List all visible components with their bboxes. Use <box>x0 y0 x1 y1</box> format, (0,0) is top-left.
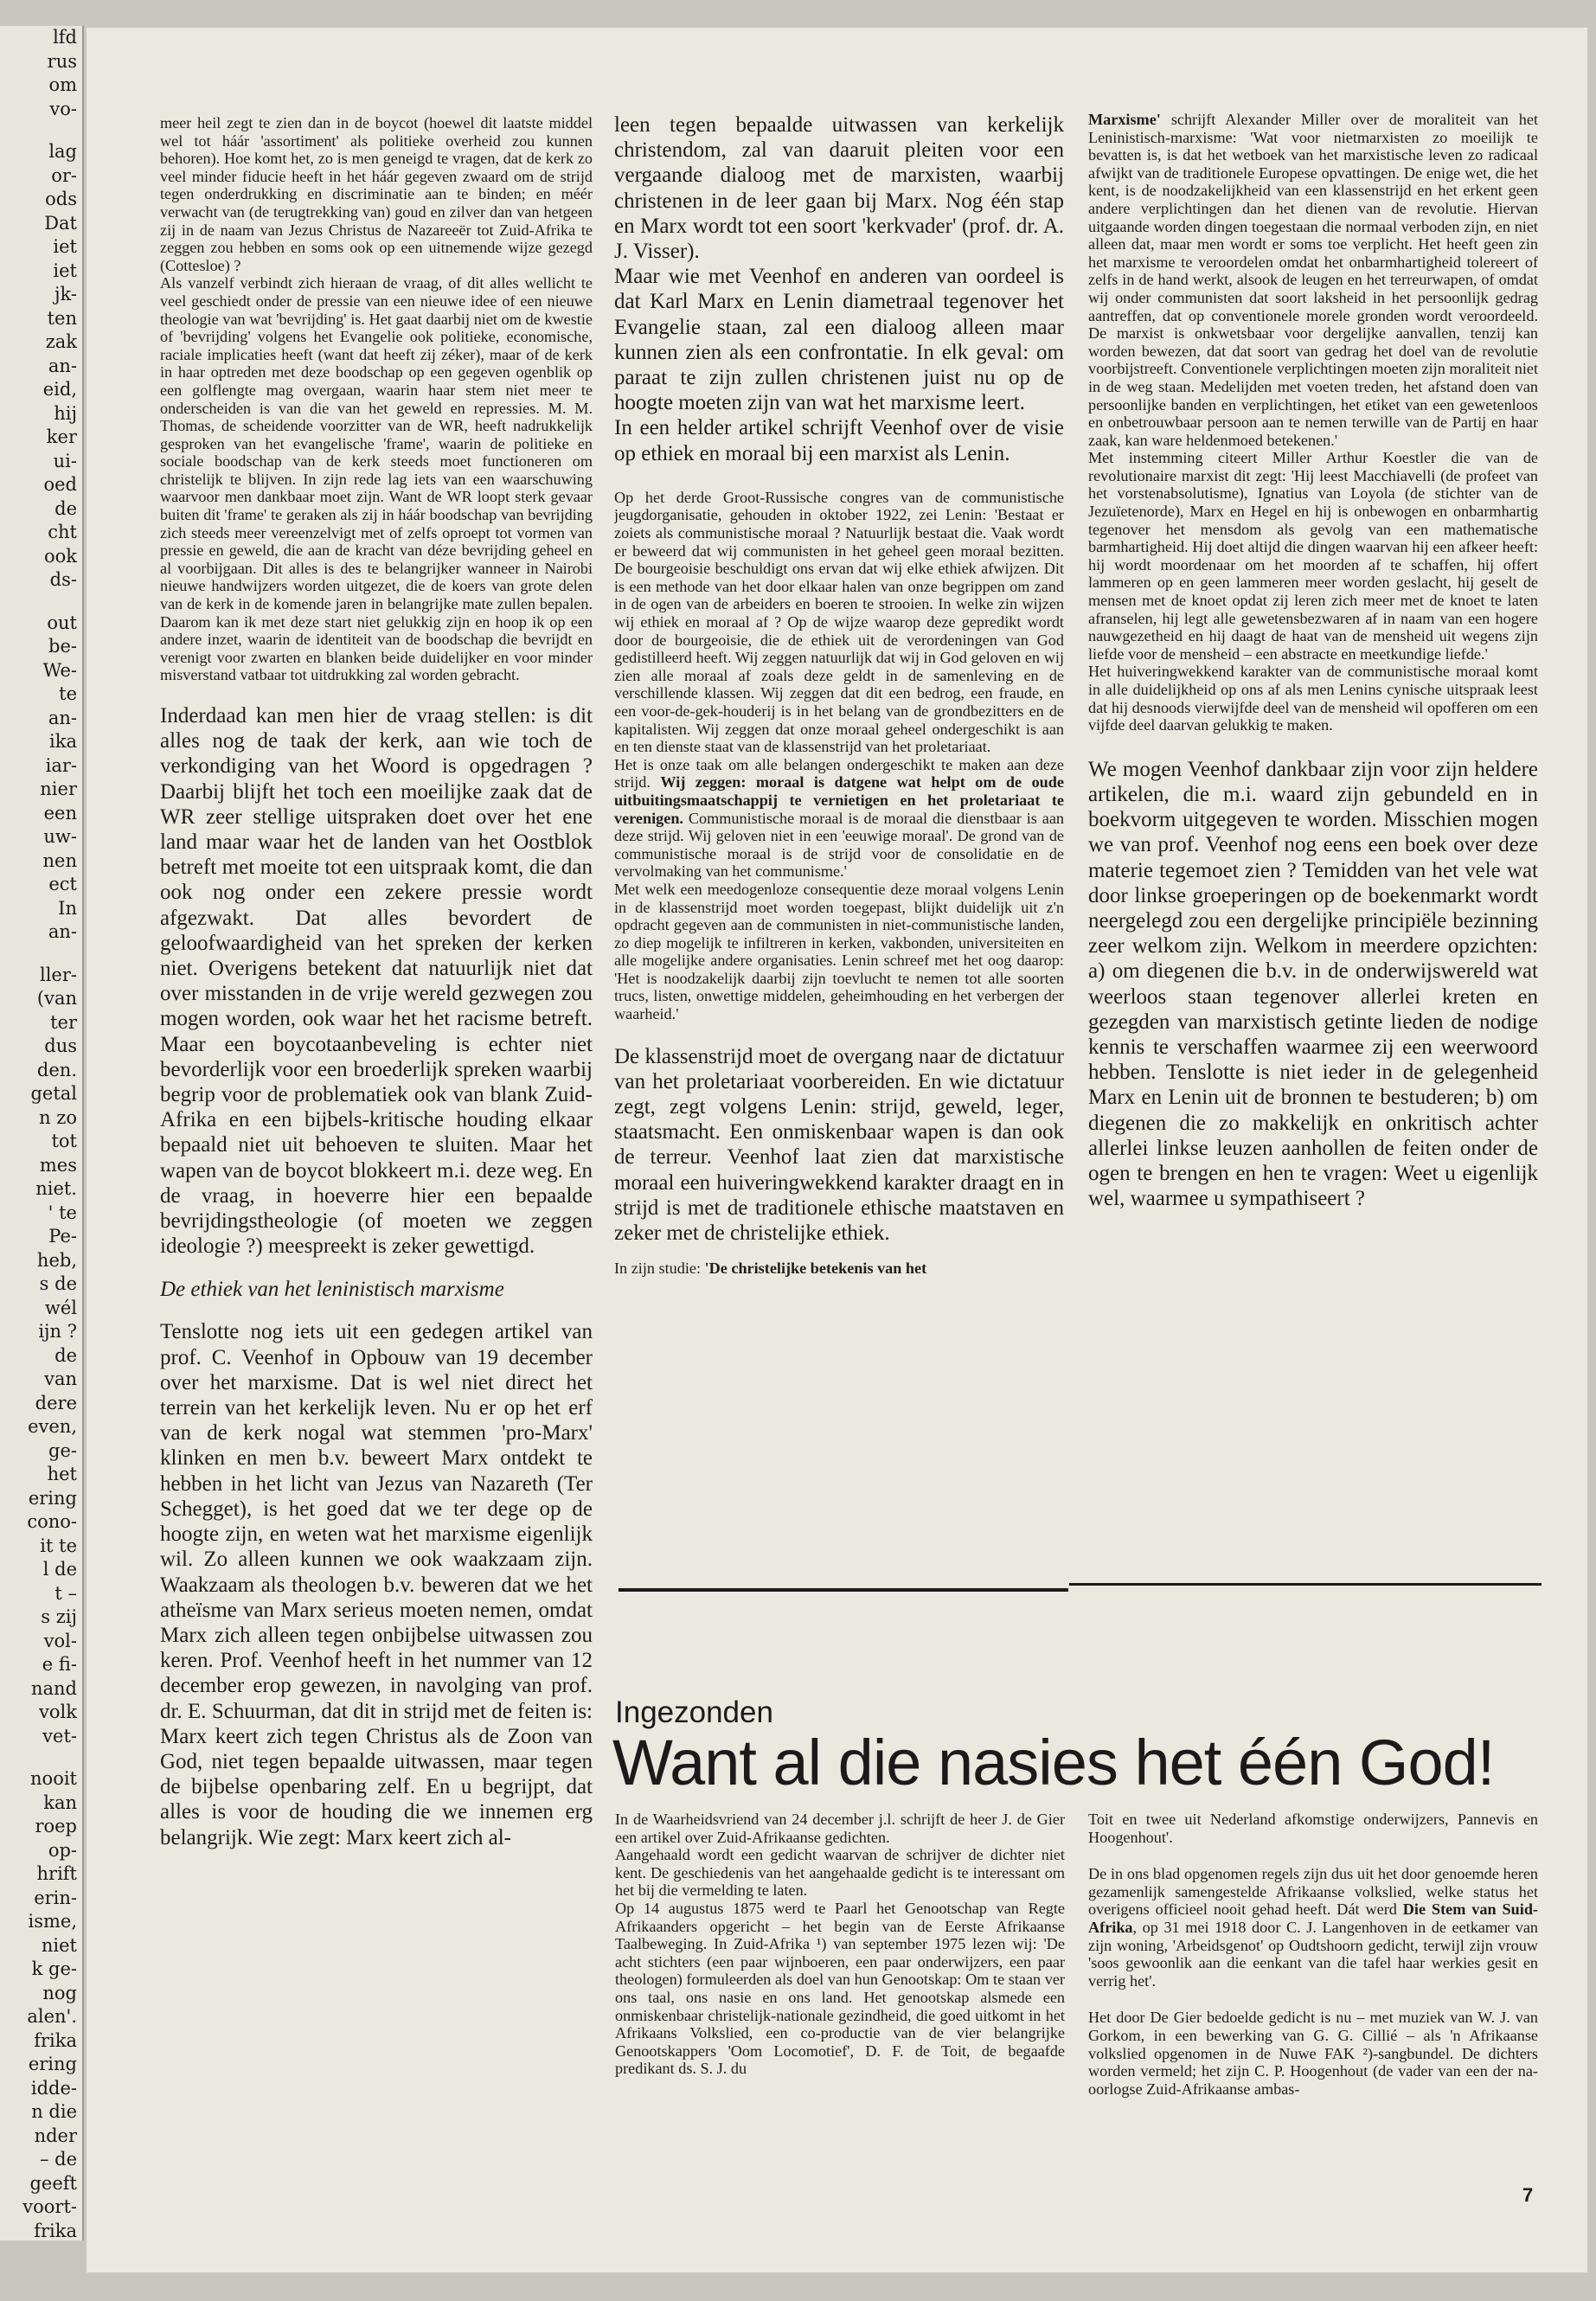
prev-page-fragment: nier <box>40 779 77 799</box>
prev-page-fragment: iet <box>53 260 77 281</box>
prev-page-fragment: kan <box>43 1791 77 1813</box>
prev-page-fragment: an- <box>48 707 77 728</box>
col3-text-a <box>1088 111 1538 734</box>
col1-text-b: Inderdaad kan men hier de vraag stellen: is dit alles nog de taak der kerk, aan wie toch de verkondiging van het Woord is opgedragen ? Daarbij blijft het toch een moeilijke zaak dat de WR zeer stellige uitspraken doet over het ene land maar waar het de landen van het Oostblok betreft met moeite tot een uitspraak komt, die dan ook nog onder een zekere pressie wordt afgezwakt. Dat alles bevordert de geloofwaardigheid van het spreken der kerken niet. Overigens betekent dat natuurlijk niet dat over misstanden in de vrije wereld gezwegen zou mogen worden, ook waar het het racisme betreft. Maar een boycotaanbeveling is echter niet bevorderlijk voor een broederlijk spreken waarbij begrip voor de problematiek ook van blank Zuid-Afrika en een bijbels-kritische houding elkaar bepaald niet uit behoeven te sluiten. Maar het wapen van de boycot blokkeert m.i. deze weg. En de vraag, in hoeverre hier een bepaalde bevrijdingstheologie (of moeten we zeggen ideologie ?) meespreekt is zeker gewettigd. <box>160 704 593 1259</box>
prev-page-fragment: k ge- <box>31 1958 77 1979</box>
col2-study-title: 'De christelijke betekenis van het <box>704 1259 927 1278</box>
prev-page-fragment <box>0 593 82 612</box>
prev-page-fragment: ker <box>46 426 77 447</box>
prev-page-fragment: volk <box>39 1702 77 1722</box>
col2-text-b2: Communistische moraal is de moraal die dienstbaar is aan deze strijd. Wij geloven niet in een 'eeuwige moraal'. De grond van de communistische moraal is de strijd voor de consolidatie en de vervolmaking van het communisme.' Met welk een meedogenloze consequentie deze moraal volgens Lenin in de klassenstrijd moet worden toegepast, blijkt duidelijk uit z'n opdracht gegeven aan de communisten in niet-communistische landen, zo diep mogelijk te infiltreren in kerken, vakbonden, universiteiten en alle mogelijke andere organisaties. Lenin schreef met het oog daarop: 'Het is noodzakelijk daarbij zijn toevlucht te nemen tot alle soorten trucs, listen, onwettige middelen, geheimhouding en het verbergen der waarheid.' <box>614 809 1064 1023</box>
prev-page-fragment: ten <box>47 307 77 329</box>
prev-page-fragment: rus <box>47 50 77 72</box>
column-2-bottom-rule <box>619 1588 1068 1592</box>
prev-page-fragment: alen'. <box>27 2006 77 2027</box>
anthem-title: Die Stem van Suid-Afrika <box>1088 1900 1538 1936</box>
col2-paragraph-big <box>614 1044 1064 1247</box>
prev-page-fragment: op- <box>48 1839 77 1861</box>
prev-page-fragment: ods <box>45 189 77 209</box>
prev-page-fragment: ui- <box>53 450 77 471</box>
prev-page-fragment: ect <box>48 874 77 894</box>
prev-page-fragment: ering <box>28 1487 77 1509</box>
col2-bold-quote: Wij zeggen: moraal is datgene wat helpt om de oude uitbuitingsmaatschappij te vernietigen en het proletariaat te verenigen. <box>614 773 1064 827</box>
prev-page-fragment: eid, <box>42 379 77 400</box>
prev-page-fragment: tot <box>51 1131 77 1151</box>
prev-page-fragment: een <box>43 802 77 824</box>
prev-page-fragment <box>0 1748 82 1767</box>
prev-page-fragment: ds- <box>49 569 77 590</box>
column-1 <box>160 114 593 2173</box>
prev-page-fragment: ijn ? <box>38 1321 77 1342</box>
col3-text-a-body: schrijft Alexander Miller over de moraliteit van het Leninistisch-marxisme: 'Wat voor nietmarxisten zo moeilijk te bevatten is, is dat het wetboek van het marxistische leven zo radicaal afwijkt van de traditionele Europese opvattingen. De enige wet, die het kent, is de noodzakelijkheid van een klassenstrijd en het erkent geen andere verplichtingen dan het dienen van de revolutie. Hiervan uitgaande worden dingen toegestaan die normaal verboden zijn, en niet alleen dat, maar men wordt er soms toe verplicht. Het heeft geen zin het marxisme te veroordelen omdat het onbarmhartigheid tolereert of zelfs in de hand werkt, alsook de leugen en het terreurwapen, of omdat wij onder communisten dat soort laksheid in het persoonlijk gedrag aantreffen, dat op conventionele morele gronden wordt veroordeeld. De marxist is onkwetsbaar voor dergelijke aanvallen, tenzij kan worden bewezen, dat dat soort van gedrag het doel van de revolutie voorbijstreeft. Conventionele verplichtingen moeten zijn moraliteit niet in de weg staan. Medelijden met voeten treden, het afstand doen van persoonlijke banden en verplichtingen, het etiket van een gewetenloos en onbetrouwbaar persoon aan te nemen terwille van de Partij en haar zaak, kan ware heldenmoed betekenen.' Met instemming citeert Miller Arthur Koestler die van de revolutionaire marxist dit zegt: 'Hij leest Macchiavelli (de profeet van het vorstenabsolutisme), Ignatius van Loyola (de stichter van de Jezuïetenorde), Marx en Hegel en hij is onbewogen en onbarmhartig tegenover het mensdom als gevolg van een mathematische barmhartigheid. Hij doet altijd die dingen waarvan hij een afkeer heeft: hij wordt moordenaar om het moorden af te schaffen, hij offert lammeren op en geen lammeren meer worden geslacht, hij geselt de mensen met de knoet opdat zij leren zich meer met de knoet te laten afranselen, hij legt alle gewetensbezwaren af in naam van een hogere nauwgezetheid en hij daagt de haat van de mensheid uit wegens zijn liefde voor de mensheid – een abstracte en meetkundige liefde.' Het huiveringwekkend karakter van de communistische moraal komt in alle duidelijkheid op ons af als men Lenins cynische uitspraak leest dat hij desnoods vierwijfde deel van de mensheid wil opofferen om een vijfde deel daarvan gelukkig te maken. <box>1088 111 1538 734</box>
bottom-right-b-pre: De in ons blad opgenomen regels zijn dus uit het door genoemde heren gezamenlijk samengestelde Afrikaanse volkslied, welke status het overigens officieel nooit gehad heeft. Dát werd <box>1088 1865 1538 1919</box>
col1-paragraph-small <box>160 114 593 684</box>
prev-page-fragment: lag <box>48 141 77 162</box>
prev-page-fragment: ller- <box>40 964 77 985</box>
prev-page-fragment: isme, <box>28 1911 77 1932</box>
col2-text-b1: Op het derde Groot-Russische congres van de communistische jeugdorganisatie, gehouden in oktober 1922, zei Lenin: 'Bestaat er zoiets als communistische moraal ? Natuurlijk bestaat die. Vaak wordt er beweerd dat wij communisten in het geheel geen moraal bezitten. De bourgeoisie beschuldigt ons ervan dat wij elke ethiek afwijzen. Dit is een methode van het door elkaar halen van onze begrippen om zand in de ogen van de arbeiders en boeren te strooien. In welke zin wijzen wij ethiek en moraal af ? Op de wijze waarop deze gepredikt wordt door de bourgeoisie, die de ethiek uit de verordeningen van God gedistilleerd heeft. Wij zeggen natuurlijk dat wij in God geloven en wij zien alle moraal af zoals deze geldt in de samenleving en de verschillende klassen. Wij zeggen dat dit een bedrog, een fraude, en een voor-de-gek-houderij is in het belang van de grondbezitters en de kapitalisten. Wij zeggen dat onze moraal geheel ondergeschikt is aan en ten dienste staat van de klassenstrijd van het proletariaat. Het is onze taak om alle belangen ondergeschikt te maken aan deze strijd. <box>614 488 1064 792</box>
previous-page-edge <box>0 26 84 2240</box>
prev-page-fragment: oed <box>43 474 77 495</box>
prev-page-fragment: niet. <box>35 1178 77 1199</box>
prev-page-fragment: vet- <box>42 1725 77 1747</box>
prev-page-fragment: de <box>54 1344 77 1366</box>
prev-page-fragment: nog <box>42 1982 77 2003</box>
prev-page-fragment: het <box>47 1464 77 1484</box>
prev-page-fragment: zak <box>45 331 77 352</box>
col3-quote <box>1088 111 1538 734</box>
column-2 <box>614 112 1064 1592</box>
prev-page-fragment: frika <box>34 2029 77 2051</box>
col2-text-c: De klassenstrijd moet de overgang naar de dictatuur van het proletariaat voorbereiden. En wie dictatuur zegt, zegt volgens Lenin: strijd, geweld, leger, staatsmacht. Een onmiskenbaar wapen is dan ook de terreur. Veenhof laat zien dat marxistische moraal een huiveringwekkend karakter draagt en in strijd is met de traditionele ethische maatstaven en zeker met de christelijke ethiek. <box>614 1044 1064 1246</box>
prev-page-fragment: n zo <box>39 1106 77 1128</box>
prev-page-fragment: (van <box>36 988 77 1009</box>
prev-page-fragment: s zij <box>41 1606 77 1627</box>
prev-page-fragment: iet <box>53 236 77 257</box>
prev-page-fragment: uw- <box>43 826 77 847</box>
bottom-column-right <box>1088 1811 1538 2191</box>
prev-page-fragment: iar- <box>45 754 77 776</box>
prev-page-fragment: dere <box>35 1392 77 1413</box>
prev-page-fragment: ook <box>43 545 77 567</box>
col3-text-b: We mogen Veenhof dankbaar zijn voor zijn heldere artikelen, die m.i. waard zijn gebundeld en in boekvorm uitgegeven te worden. Misschien mogen we van prof. Veenhof nog eens een boek over deze materie tegemoet zien ? Temidden van het vele wat door linkse groeperingen op de boekenmarkt wordt neergelegd zou een dergelijke principiële bezinning zeer welkom zijn. Welkom in meerdere opzichten: a) om diegenen die b.v. in de onderwijswereld wat weerloos staan tegenover allerlei kreten en gezegden van marxistisch getinte lieden de nodige kennis te verschaffen waarmee zij een weerwoord hebben. Tenslotte is niet ieder in de gelegenheid Marx en Lenin uit de bronnen te bestuderen; b) om diegenen die zo makkelijk en onkritisch achter allerlei linkse leuzen aanhollen de feiten onder de ogen te brengen en hen te vragen: Weet u eigenlijk wel, waarmee u sympathiseert ? <box>1088 757 1538 1211</box>
prev-page-fragment: frika <box>34 2220 77 2240</box>
section-divider-rule <box>1069 1583 1542 1586</box>
prev-page-fragment: van <box>44 1368 77 1389</box>
bottom-column-left <box>615 1811 1065 2191</box>
prev-page-fragment: wél <box>44 1297 77 1318</box>
kicker-ingezonden: Ingezonden <box>615 1695 773 1729</box>
prev-page-fragment: ika <box>49 731 77 752</box>
prev-page-fragment: hij <box>54 402 77 424</box>
article-headline: Want al die nasies het één God! <box>612 1727 1495 1798</box>
col3-title-fragment: Marxisme' <box>1088 111 1161 128</box>
prev-page-fragment: mes <box>39 1154 77 1176</box>
prev-page-fragment: hrift <box>36 1863 77 1884</box>
prev-page-fragment: idde- <box>30 2077 77 2099</box>
col2-text-a: leen tegen bepaalde uitwassen van kerkelijk christendom, zal van daaruit pleiten voor een vergaande dialoog met de marxisten, waarbij christenen in de leer gaan bij Marx. Nog één stap en Marx wordt tot een soort 'kerkvader' (prof. dr. A. J. Visser). Maar wie met Veenhof en anderen van oordeel is dat Karl Marx en Lenin diametraal tegenover het Evangelie staan, zal een dialoog alleen maar kunnen zien als een confrontatie. In elk geval: om paraat te zijn zullen christenen juist nu op de hoogte moeten zijn van wat het marxisme leert. In een helder artikel schrijft Veenhof over de visie op ethiek en moraal bij een marxist als Lenin. <box>614 113 1064 465</box>
prev-page-fragment: te <box>59 683 77 704</box>
prev-page-fragment: vol- <box>43 1630 77 1651</box>
col1-paragraph-big <box>160 703 593 1259</box>
bottom-right-b-post: , op 31 mei 1918 door C. J. Langenhoven in de eetkamer van zijn woning, 'Arbeidsgenot' op Oudtshoorn gedicht, terwijl zijn vrouw 'soos gewoonlik aan die eenkant van die tafel haar werkies gesit en verrig het'. <box>1088 1918 1538 1990</box>
prev-page-fragment: it te <box>40 1535 77 1556</box>
bottom-right-text-c: Het door De Gier bedoelde gedicht is nu – met muziek van W. J. van Gorkom, in een bewerking van G. G. Cillié – als 'n Afrikaanse volkslied opgenomen in de Nuwe FAK ²)-sangbundel. De dichters worden vermeld; het zijn C. P. Hoogenhout (de vader van een der na-oorlogse Zuid-Afrikaanse ambas- <box>1088 2009 1538 2098</box>
prev-page-fragment: – de <box>39 2149 77 2170</box>
prev-page-fragment: be- <box>48 636 77 657</box>
prev-page-fragment <box>0 945 82 964</box>
col2-footer-line <box>614 1259 1064 1278</box>
bottom-right-text-b <box>1088 1865 1538 1990</box>
prev-page-fragment: even, <box>28 1416 77 1437</box>
col2-text-b <box>614 489 1064 1023</box>
prev-page-fragment: ering <box>28 2054 77 2074</box>
prev-page-fragment: ge- <box>48 1439 77 1461</box>
prev-page-fragment: jk- <box>54 284 77 304</box>
prev-page-fragment: lfd <box>53 27 77 48</box>
prev-page-fragment: We- <box>42 659 77 681</box>
prev-page-fragment: erin- <box>34 1887 77 1908</box>
prev-page-fragment: niet <box>41 1934 77 1956</box>
prev-page-fragment: om <box>48 74 77 95</box>
prev-page-fragment: nder <box>34 2125 77 2146</box>
prev-page-fragment: dus <box>44 1035 77 1056</box>
prev-page-fragment: cono- <box>27 1511 77 1532</box>
prev-page-fragment: s de <box>39 1273 77 1294</box>
prev-page-fragment: vo- <box>49 98 77 119</box>
bottom-left-text: In de Waarheidsvriend van 24 december j.l. schrijft de heer J. de Gier een artikel over Zuid-Afrikaanse gedichten. Aangehaald wordt een gedicht waarvan de schrijver de dichter niet kent. De geschiedenis van het aangehaalde gedicht is te interessant om het bij die vermelding te laten. Op 14 augustus 1875 werd te Paarl het Genootschap van Regte Afrikaanders opgericht – het begin van de Eerste Afrikaanse Taalbeweging. In Zuid-Afrika ¹) van september 1975 lezen wij: 'De acht stichters (een paar wijnboeren, een paar onderwijzers, een paar theologen) formuleerden als doel van hun Genootskap: Om te staan ver ons taal, ons nasie en ons land. Het genootskap alsmede een onmiskenbaar christelijk-nationale gezindheid, die goed uitkomt in het Afrikaans Volkslied, een co-productie van de vier belangrijke Genootskappers 'Oom Locomotief', D. F. de Toit, de begaafde predikant ds. S. J. du <box>615 1811 1065 2078</box>
prev-page-fragment: getal <box>30 1083 77 1104</box>
col3-paragraph-big <box>1088 757 1538 1212</box>
prev-page-fragment <box>0 121 82 140</box>
prev-page-fragment: out <box>47 612 77 633</box>
prev-page-fragment: heb, <box>36 1249 77 1271</box>
bottom-right-text-a: Toit en twee uit Nederland afkomstige onderwijzers, Pannevis en Hoogenhout'. <box>1088 1811 1538 1846</box>
prev-page-fragment: or- <box>51 164 77 186</box>
prev-page-fragment: l de <box>42 1559 77 1580</box>
col2-text-d <box>614 1259 1064 1278</box>
prev-page-fragment: an- <box>48 921 77 942</box>
prev-page-fragment: ' te <box>48 1202 77 1223</box>
page-number: 7 <box>1522 2184 1534 2206</box>
prev-page-fragment: roep <box>35 1816 77 1836</box>
prev-page-fragment: e fi- <box>42 1654 77 1675</box>
col1-text-c: Tenslotte nog iets uit een gedegen artikel van prof. C. Veenhof in Opbouw van 19 december over het marxisme. Dat is wel niet direct het terrein van het kerkelijk leven. Nu er op het erf van de kerk nogal wat stemmen 'pro-Marx' klinken en men b.v. beweert Marx ontdekt te hebben in het licht van Jezus van Nazareth (Ter Schegget), is het goed dat we ter dege op de hoogte zijn, en weten wat het marxisme eigenlijk wil. Zo alleen kunnen we ook waakzaam zijn. Waakzaam als theologen b.v. beweren dat we het atheïsme van Marx serieus moeten nemen, omdat Marx zich alleen tegen onbijbelse uitwassen zou keren. Prof. Veenhof heeft in het nummer van 12 december erop gewezen, in navolging van prof. dr. E. Schuurman, dat dit in strijd met de feiten is: Marx keert zich tegen Christus als de Zoon van God, niet tegen bepaalde uitwassen, maar tegen de bijbelse openbaring zelf. En u begrijpt, dat alles is voor de houding die we innemen erg belangrijk. Wie zegt: Marx keert zich al- <box>160 1320 593 1849</box>
column-3 <box>1088 111 1538 1581</box>
prev-page-fragment: an- <box>48 355 77 376</box>
prev-page-fragment: t – <box>54 1582 77 1604</box>
prev-page-fragment: nooit <box>30 1768 77 1789</box>
col1-paragraph-big-2 <box>160 1319 593 1849</box>
prev-page-fragment: de <box>54 497 77 519</box>
col1-subheading: De ethiek van het leninistisch marxisme <box>160 1278 504 1302</box>
prev-page-fragment: Pe- <box>48 1226 77 1247</box>
prev-page-fragment: Dat <box>44 212 77 234</box>
prev-page-fragment: In <box>58 897 77 919</box>
prev-page-fragment: ter <box>50 1011 77 1033</box>
col1-text: meer heil zegt te zien dan in de boycot (hoewel dit laatste middel wel tot háár 'assortiment' als politieke overheid zou kunnen behoren). Hoe komt het, zo is men geneigd te vragen, dat de kerk zo veel minder fiducie heeft in het háár gegeven zwaard om de strijd tegen onderdrukking en discriminatie aan te binden; en méér verwacht van (de terugtrekking van) goud en zilver dan van hetgeen zij in de naam van Jezus Christus de Nazareeër tot Zuid-Afrika te zeggen zou hebben en soms ook op een uitnemende wijze gezegd (Cottesloe) ? Als vanzelf verbindt zich hieraan de vraag, of dit alles wellicht te veel geschiedt onder de pressie van een nieuwe idee of een nieuwe theologie van wat 'bevrijding' is. Het gaat daarbij niet om de kwestie of 'bevrijding' volgens het Evangelie ook politieke, economische, raciale implicaties heeft (want dat heeft zij zéker), maar of de kerk in haar optreden met deze boodschap op een gegeven ogenblik op een golflengte mag overgaan, waarin haar stem niet meer te onderscheiden is van die van het geweld en repressies. M. M. Thomas, de scheidende voorzitter van de WR, heeft nadrukkelijk gesproken van het evangelische 'frame', waarin de politieke en sociale boodschap van de kerk steeds moet functioneren om christelijk te blijven. In zijn rede lag iets van een waarschuwing waarvoor men dankbaar moet zijn. Want de WR loopt sterk gevaar buiten dit 'frame' te geraken als zij in háár boodschap van bevrijding zich steeds meer vereenzelvigt met of zelfs oproept tot vormen van pressie en geweld, die aan de kracht van déze bevrijding geheel en al voorbijgaan. Dit alles is des te belangrijker wanneer in Nairobi nieuwe handwijzers worden uitgezet, die de koers van grote delen van de kerk in de komende jaren in belangrijke mate zullen bepalen. Daarom kan ik met deze start niet gelukkig zijn en hoop ik op een andere inzet, waarin de identiteit van de boodschap die bevrijdt en verenigt voor zwarten en blanken beide duidelijker en voor minder misverstand vatbaar tot uitdrukking zal worden gebracht. <box>160 114 593 684</box>
prev-page-fragment: nand <box>30 1677 77 1699</box>
prev-page-fragment: nen <box>42 849 77 871</box>
col2-study-intro: In zijn studie: <box>614 1259 705 1278</box>
col2-quote <box>614 489 1064 1023</box>
col2-intro <box>614 112 1064 466</box>
prev-page-fragment: den. <box>36 1059 77 1080</box>
prev-page-fragment: n die <box>31 2101 77 2122</box>
prev-page-fragment: cht <box>48 522 77 542</box>
prev-page-fragment: voort- <box>22 2196 77 2217</box>
prev-page-fragment: geeft <box>29 2172 77 2194</box>
